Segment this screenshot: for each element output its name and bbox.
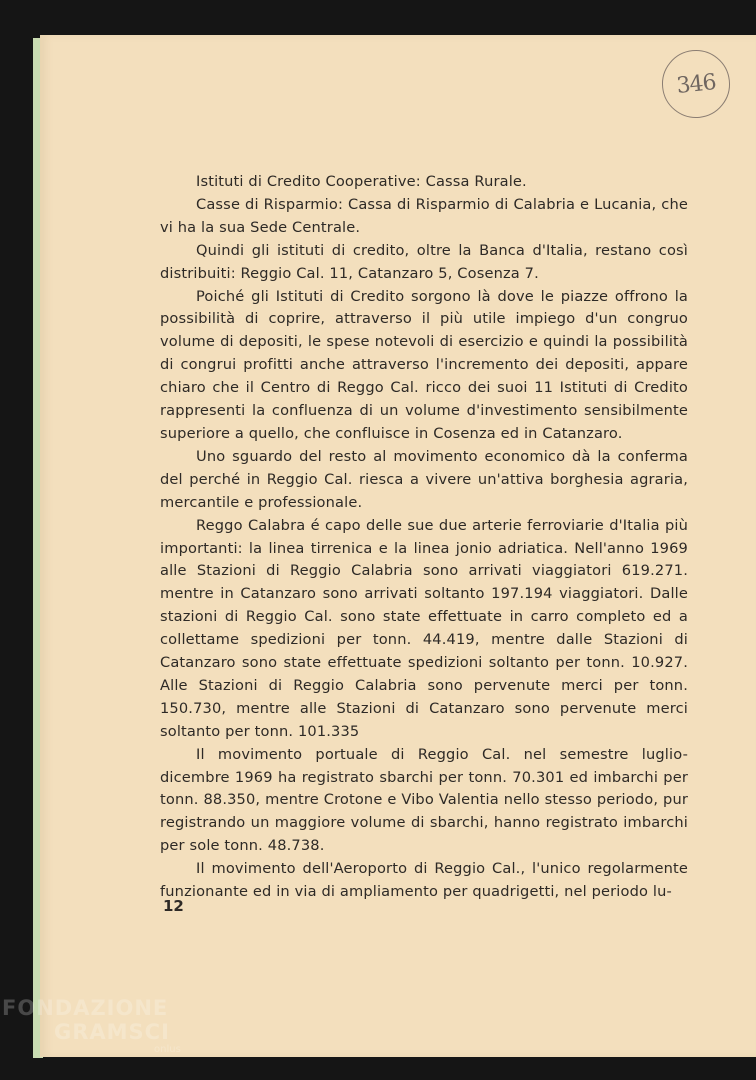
watermark-line-3: onlus (154, 1044, 181, 1055)
archive-stamp: 346 (659, 47, 734, 122)
paragraph: Poiché gli Istituti di Credito sorgono là dove le piazze offrono la possibilità di coprire, attraverso il più utile impiego d'un congruo volume di depositi, le spese notevoli di esercizio e quindi la possibilità di congrui profitti anche attraverso l'incremento dei depositi, appare chiaro che il Centro di Reggo Cal. ricco dei suoi 11 Istituti di Credito rappresenti la confluenza di un volume d'investimento sensibilmente superiore a quello, che confluisce in Cosenza ed in Catanzaro. (160, 287, 688, 442)
body-text (160, 171, 688, 904)
paragraph: Reggo Calabra é capo delle sue due arterie ferroviarie d'Italia più importanti: la linea tirrenica e la linea jonio adriatica. Nell'anno 1969 alle Stazioni di Reggio Calabria sono arrivati viaggiatori 619.271. mentre in Catanzaro sono arrivati soltanto 197.194 viaggiatori. Dalle stazioni di Reggio Cal. sono state effettuate in carro completo ed a collettame spedizioni per tonn. 44.419, mentre dalle Stazioni di Catanzaro sono state effettuate spedizioni soltanto per tonn. 10.927. Alle Stazioni di Reggio Calabria sono pervenute merci per tonn. 150.730, mentre alle Stazioni di Catanzaro sono pervenute merci soltanto per tonn. 101.335 (160, 516, 688, 740)
watermark-line-1: FONDAZIONE (2, 996, 169, 1020)
watermark-line-2: GRAMSCI (54, 1020, 170, 1044)
paragraph: Uno sguardo del resto al movimento economico dà la conferma del perché in Reggio Cal. riesca a vivere un'attiva borghesia agraria, mercantile e professionale. (160, 447, 688, 511)
paragraph: Quindi gli istituti di credito, oltre la Banca d'Italia, restano così distribuiti: Reggio Cal. 11, Catanzaro 5, Cosenza 7. (160, 241, 688, 282)
paragraph: Casse di Risparmio: Cassa di Risparmio di Calabria e Lucania, che vi ha la sua Sede Centrale. (160, 195, 688, 236)
paragraph: Il movimento portuale di Reggio Cal. nel semestre luglio-dicembre 1969 ha registrato sbarchi per tonn. 70.301 ed imbarchi per tonn. 88.350, mentre Crotone e Vibo Valentia nello stesso periodo, pur registrando un maggiore volume di sbarchi, hanno registrato imbarchi per sole tonn. 48.738. (160, 745, 688, 855)
paragraph: Istituti di Credito Cooperative: Cassa Rurale. (196, 173, 527, 190)
watermark (2, 996, 181, 1056)
paragraph: Il movimento dell'Aeroporto di Reggio Cal., l'unico regolarmente funzionante ed in via di ampliamento per quadrigetti, nel periodo lu- (160, 860, 688, 901)
page-number: 12 (163, 897, 184, 915)
